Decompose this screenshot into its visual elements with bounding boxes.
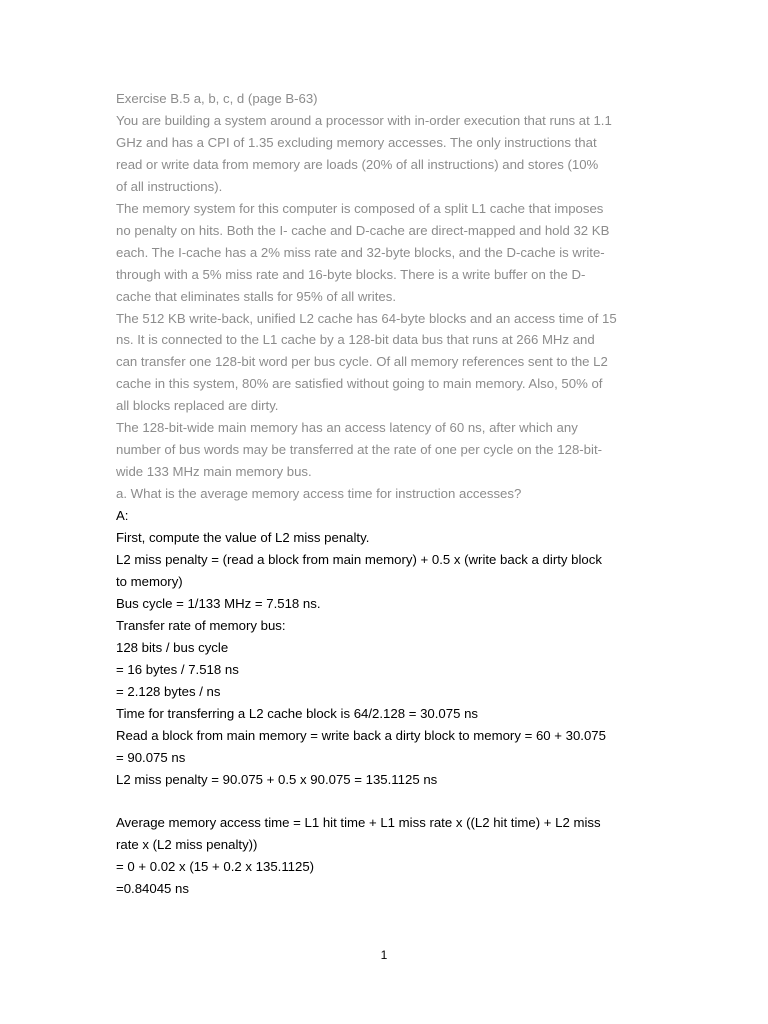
answer-line: = 16 bytes / 7.518 ns	[116, 661, 239, 677]
answer-line: A:	[116, 508, 129, 524]
problem-line: read or write data from memory are loads (20% of all instructions) and stores (10%	[116, 156, 599, 172]
answer-line: Average memory access time = L1 hit time + L1 miss rate x ((L2 hit time) + L2 miss	[116, 815, 601, 831]
answer-line: to memory)	[116, 573, 183, 589]
answer-line: First, compute the value of L2 miss penalty.	[116, 530, 370, 546]
page-number: 1	[380, 948, 388, 962]
problem-statement	[116, 88, 656, 505]
problem-line: through with a 5% miss rate and 16-byte blocks. There is a write buffer on the D-	[116, 266, 586, 282]
problem-line: number of bus words may be transferred at the rate of one per cycle on the 128-bit-	[116, 442, 602, 458]
problem-line: cache in this system, 80% are satisfied without going to main memory. Also, 50% of	[116, 376, 603, 392]
problem-line: The 128-bit-wide main memory has an access latency of 60 ns, after which any	[116, 420, 578, 436]
document-page	[116, 88, 656, 900]
problem-line: GHz and has a CPI of 1.35 excluding memory accesses. The only instructions that	[116, 134, 597, 150]
problem-line: cache that eliminates stalls for 95% of all writes.	[116, 288, 396, 304]
answer-line: L2 miss penalty = 90.075 + 0.5 x 90.075 = 135.1125 ns	[116, 771, 438, 787]
question-a: a. What is the average memory access time for instruction accesses?	[116, 486, 522, 502]
problem-line: You are building a system around a processor with in-order execution that runs at 1.1	[116, 112, 612, 128]
answer-line: L2 miss penalty = (read a block from main memory) + 0.5 x (write back a dirty block	[116, 552, 602, 568]
problem-line: can transfer one 128-bit word per bus cycle. Of all memory references sent to the L2	[116, 354, 608, 370]
problem-line: of all instructions).	[116, 178, 223, 194]
problem-line: each. The I-cache has a 2% miss rate and 32-byte blocks, and the D-cache is write-	[116, 244, 605, 260]
answer-line: Read a block from main memory = write back a dirty block to memory = 60 + 30.075	[116, 727, 606, 743]
answer-line: rate x (L2 miss penalty))	[116, 837, 258, 853]
problem-line: wide 133 MHz main memory bus.	[116, 464, 312, 480]
answer-line: Bus cycle = 1/133 MHz = 7.518 ns.	[116, 595, 321, 611]
problem-line: The memory system for this computer is composed of a split L1 cache that imposes	[116, 200, 604, 216]
answer-line: Transfer rate of memory bus:	[116, 617, 286, 633]
blank-line	[116, 791, 656, 813]
problem-line: no penalty on hits. Both the I- cache and D-cache are direct-mapped and hold 32 KB	[116, 222, 610, 238]
answer-line: = 0 + 0.02 x (15 + 0.2 x 135.1125)	[116, 859, 315, 875]
answer-line: 128 bits / bus cycle	[116, 639, 229, 655]
problem-line: Exercise B.5 a, b, c, d (page B-63)	[116, 91, 318, 106]
answer-line: =0.84045 ns	[116, 881, 189, 897]
problem-line: all blocks replaced are dirty.	[116, 398, 279, 414]
problem-line: ns. It is connected to the L1 cache by a 128-bit data bus that runs at 266 MHz and	[116, 332, 595, 348]
problem-line: The 512 KB write-back, unified L2 cache has 64-byte blocks and an access time of 15	[116, 310, 617, 326]
answer-section	[116, 505, 656, 900]
answer-line: = 2.128 bytes / ns	[116, 683, 221, 699]
answer-line: = 90.075 ns	[116, 749, 186, 765]
answer-line: Time for transferring a L2 cache block is 64/2.128 = 30.075 ns	[116, 705, 479, 721]
